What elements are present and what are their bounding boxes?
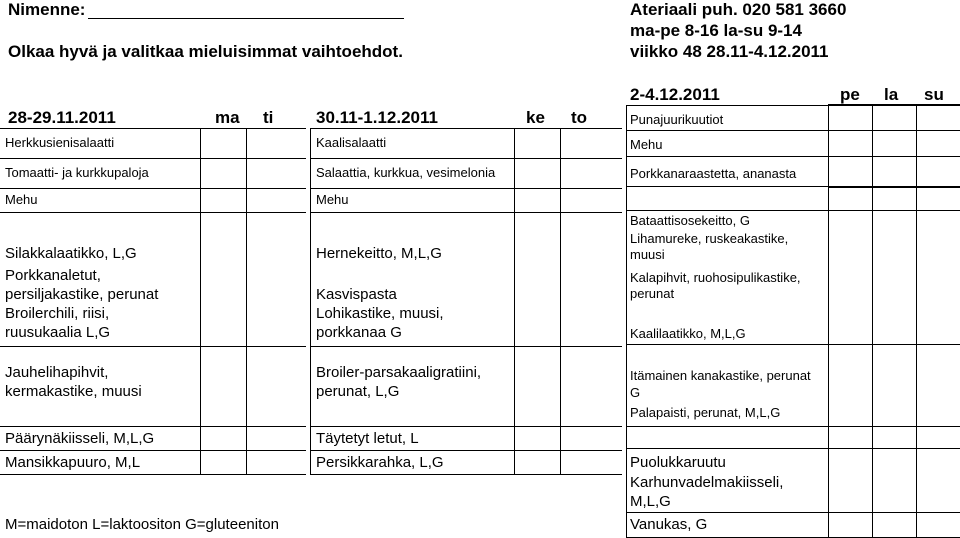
block3-main5a: Itämainen kanakastike, perunat: [630, 368, 811, 383]
block1-main4a: Jauhelihapihvit,: [5, 364, 109, 381]
name-input-line[interactable]: [88, 18, 404, 19]
block3-topping: Porkkanaraastetta, ananasta: [630, 166, 797, 181]
block2-main1: Hernekeitto, M,L,G: [316, 245, 442, 262]
block2-dessert2: Persikkarahka, L,G: [316, 454, 444, 471]
contact-text: Ateriaali puh. 020 581 3660: [630, 0, 847, 19]
block1-main4b: kermakastike, muusi: [5, 383, 142, 400]
block3-main3b: perunat: [630, 286, 675, 301]
block2-main3b: porkkanaa G: [316, 324, 402, 341]
block2-main3a: Lohikastike, muusi,: [316, 305, 444, 322]
block3-day1: pe: [840, 85, 860, 104]
block1-dessert2: Mansikkapuuro, M,L: [5, 454, 141, 471]
block2-salad: Kaalisalaatti: [316, 135, 387, 150]
block2-dessert1: Täytetyt letut, L: [316, 430, 419, 447]
block2-date: 30.11-1.12.2011: [316, 108, 438, 127]
block3-main3a: Kalapihvit, ruohosipulikastike,: [630, 270, 801, 285]
block3-day2: la: [884, 85, 899, 104]
block2-topping: Salaattia, kurkkua, vesimelonia: [316, 165, 496, 180]
block2-day2: to: [571, 108, 588, 127]
block3-dessert1: Puolukkaruutu: [630, 454, 726, 471]
week-text: viikko 48 28.11-4.12.2011: [630, 42, 829, 61]
block3-main4: Kaalilaatikko, M,L,G: [630, 326, 746, 341]
block3-date: 2-4.12.2011: [630, 85, 720, 104]
block1-main3b: ruusukaalia L,G: [5, 324, 111, 341]
block3-main1: Bataattisosekeitto, G: [630, 213, 750, 228]
block3-salad: Punajuurikuutiot: [630, 112, 724, 127]
block2-day1: ke: [526, 108, 545, 127]
block1-main2b: persiljakastike, perunat: [5, 286, 159, 303]
block2-main2: Kasvispasta: [316, 286, 397, 303]
block2-main4a: Broiler-parsakaaligratiini,: [316, 364, 482, 381]
block1-main2a: Porkkanaletut,: [5, 267, 101, 284]
hours-text: ma-pe 8-16 la-su 9-14: [630, 21, 802, 40]
block3-main2a: Lihamureke, ruskeakastike,: [630, 231, 789, 246]
name-label: Nimenne:: [8, 0, 86, 19]
block1-drink: Mehu: [5, 192, 38, 207]
block1-date: 28-29.11.2011: [8, 108, 116, 127]
block1-day2: ti: [263, 108, 274, 127]
block3-main2b: muusi: [630, 247, 665, 262]
block3-dessert2b: M,L,G: [630, 493, 671, 510]
block2-drink: Mehu: [316, 192, 349, 207]
block1-main3a: Broilerchili, riisi,: [5, 305, 110, 322]
block3-drink: Mehu: [630, 137, 663, 152]
block1-topping: Tomaatti- ja kurkkupaloja: [5, 165, 149, 180]
block1-day1: ma: [215, 108, 240, 127]
legend-text: M=maidoton L=laktoositon G=gluteeniton: [5, 516, 279, 533]
block1-salad: Herkkusienisalaatti: [5, 135, 115, 150]
block3-main6: Palapaisti, perunat, M,L,G: [630, 405, 781, 420]
instruction-text: Olkaa hyvä ja valitkaa mieluisimmat vaihtoehdot.: [8, 42, 403, 61]
block3-dessert2a: Karhunvadelmakiisseli,: [630, 474, 784, 491]
block3-day3: su: [924, 85, 944, 104]
block3-main5b: G: [630, 385, 641, 400]
block1-dessert1: Päärynäkiisseli, M,L,G: [5, 430, 155, 447]
block2-main4b: perunat, L,G: [316, 383, 400, 400]
block3-dessert3: Vanukas, G: [630, 516, 708, 533]
block1-main1: Silakkalaatikko, L,G: [5, 245, 137, 262]
